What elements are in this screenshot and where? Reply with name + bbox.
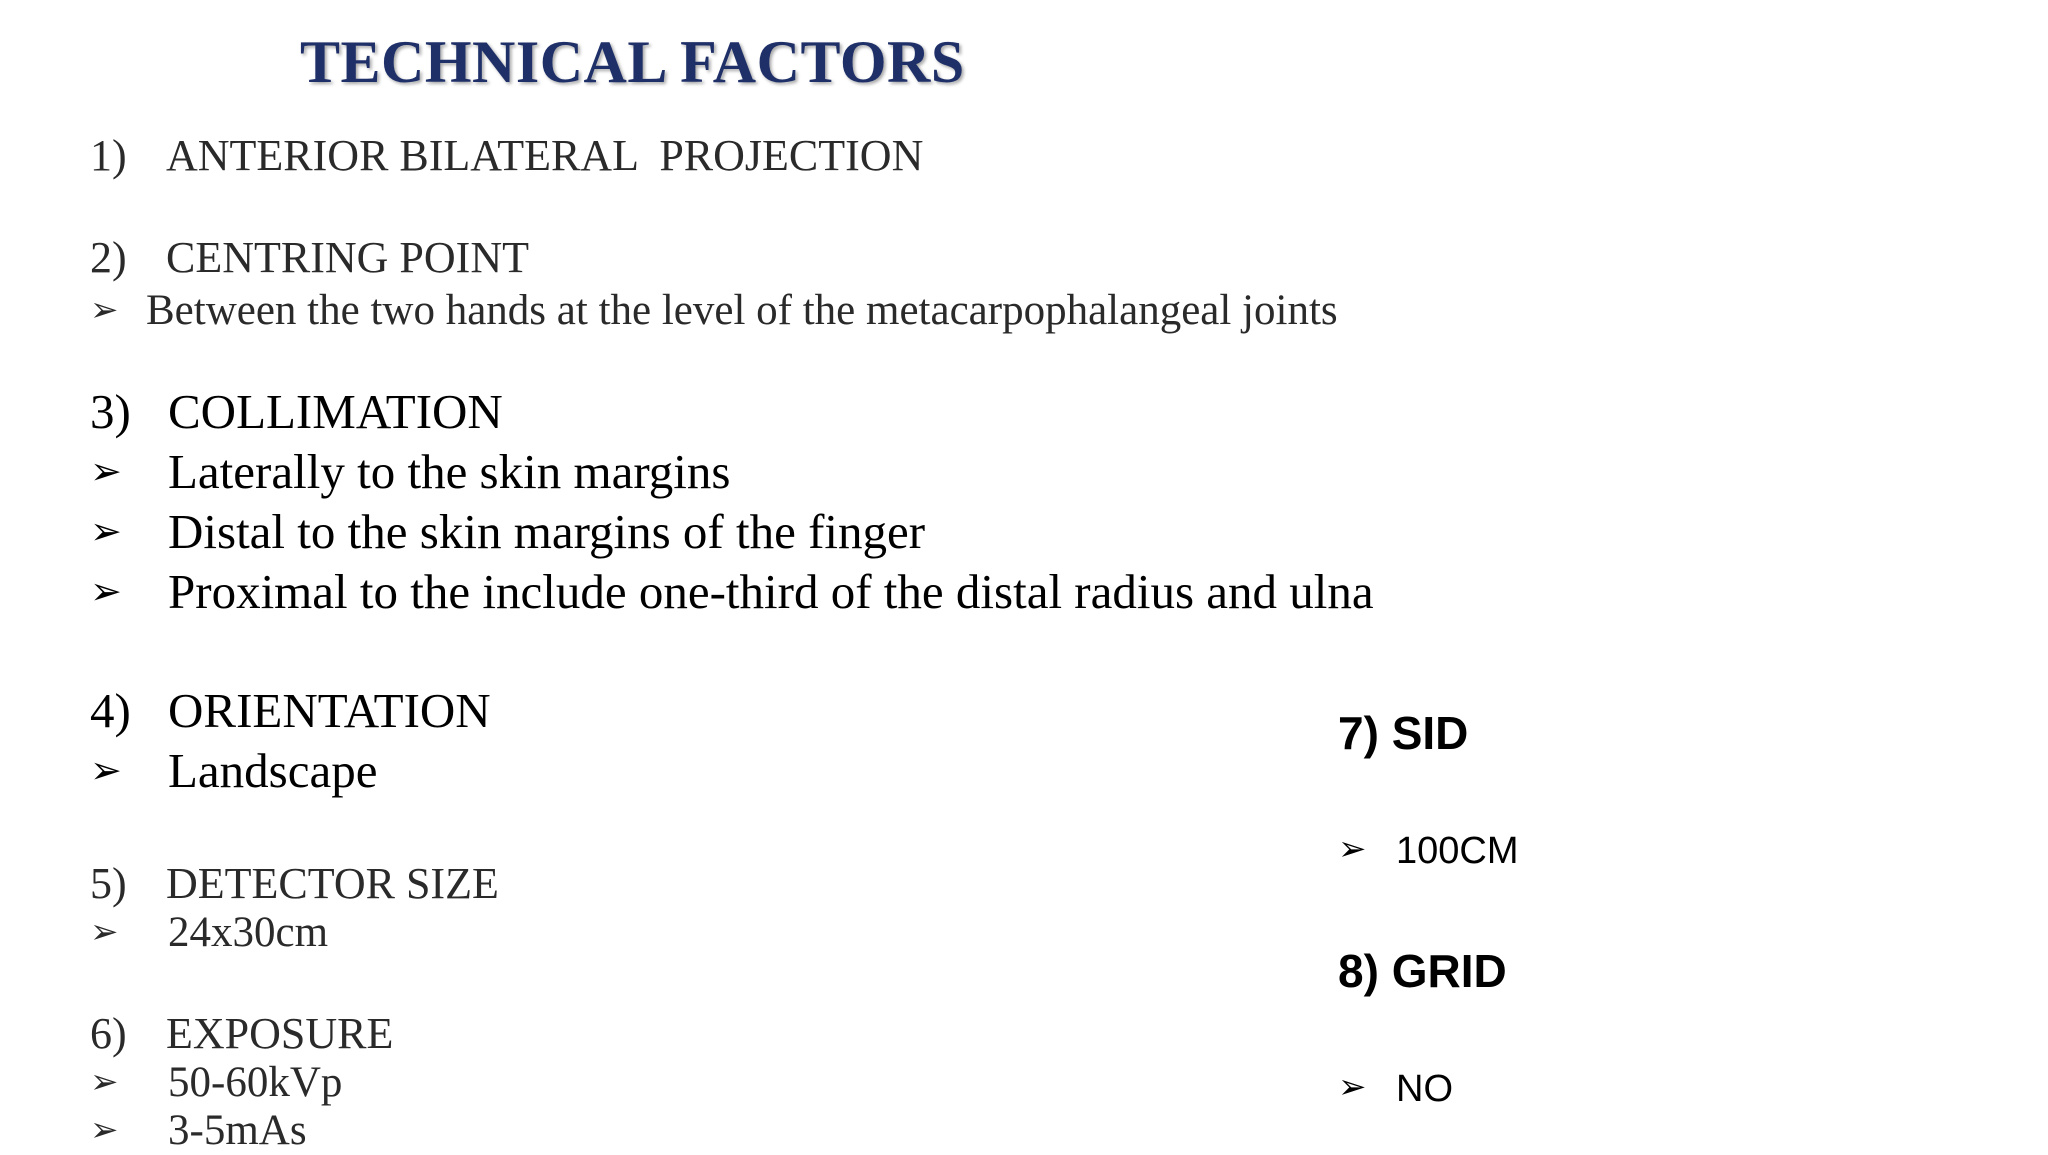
section-5-heading — [90, 858, 499, 909]
section-number: 4) — [90, 683, 131, 738]
section-8-bullet-1 — [1338, 1068, 1453, 1111]
section-heading-text: EXPOSURE — [166, 1009, 394, 1058]
bullet-text: 24x30cm — [168, 909, 329, 956]
section-heading-text: ORIENTATION — [168, 683, 491, 738]
section-1-heading — [90, 130, 923, 181]
section-8-heading — [1338, 944, 1507, 998]
section-number: 8) — [1338, 945, 1379, 997]
bullet-text: 50-60kVp — [168, 1059, 343, 1106]
section-heading-text: GRID — [1391, 945, 1507, 997]
section-number: 3) — [90, 384, 131, 439]
section-6-bullet-2 — [90, 1106, 307, 1155]
bullet-text: Between the two hands at the level of the metacarpophalangeal joints — [146, 287, 1338, 334]
arrow-bullet-icon: ➢ — [90, 511, 122, 553]
section-4-bullet-1 — [90, 742, 378, 799]
section-6-bullet-1 — [90, 1058, 342, 1107]
arrow-bullet-icon: ➢ — [90, 451, 122, 493]
section-number: 5) — [90, 859, 127, 908]
section-3-bullet-3 — [90, 563, 1374, 620]
arrow-bullet-icon: ➢ — [90, 292, 119, 329]
bullet-text: Laterally to the skin margins — [168, 444, 731, 499]
section-number: 6) — [90, 1009, 127, 1058]
bullet-text: Proximal to the include one-third of the distal radius and ulna — [168, 564, 1374, 619]
section-number: 7) — [1338, 707, 1379, 759]
section-3-bullet-2 — [90, 503, 925, 560]
arrow-bullet-icon: ➢ — [1338, 830, 1367, 868]
bullet-text: 100CM — [1396, 830, 1519, 872]
page-title: TECHNICAL FACTORS — [300, 29, 965, 95]
section-4-heading — [90, 682, 491, 739]
section-number: 2) — [90, 233, 127, 282]
section-5-bullet-1 — [90, 908, 328, 957]
bullet-text: 3-5mAs — [168, 1107, 307, 1154]
section-heading-text: ANTERIOR BILATERAL PROJECTION — [166, 131, 924, 180]
section-heading-text: SID — [1391, 707, 1469, 759]
section-heading-text: DETECTOR SIZE — [166, 859, 499, 908]
section-6-heading — [90, 1008, 393, 1059]
bullet-text: Distal to the skin margins of the finger — [168, 504, 926, 559]
arrow-bullet-icon: ➢ — [90, 750, 122, 792]
arrow-bullet-icon: ➢ — [90, 914, 119, 951]
section-2-bullet-1 — [90, 286, 1338, 335]
section-heading-text: CENTRING POINT — [166, 233, 529, 282]
section-heading-text: COLLIMATION — [168, 384, 503, 439]
section-number: 1) — [90, 131, 127, 180]
arrow-bullet-icon: ➢ — [1338, 1068, 1367, 1106]
arrow-bullet-icon: ➢ — [90, 1112, 119, 1149]
section-7-bullet-1 — [1338, 830, 1519, 873]
section-7-heading — [1338, 706, 1468, 760]
section-3-heading — [90, 383, 503, 440]
section-2-heading — [90, 232, 529, 283]
section-3-bullet-1 — [90, 443, 730, 500]
bullet-text: NO — [1396, 1068, 1453, 1110]
arrow-bullet-icon: ➢ — [90, 1064, 119, 1101]
bullet-text: Landscape — [168, 743, 378, 798]
arrow-bullet-icon: ➢ — [90, 571, 122, 613]
